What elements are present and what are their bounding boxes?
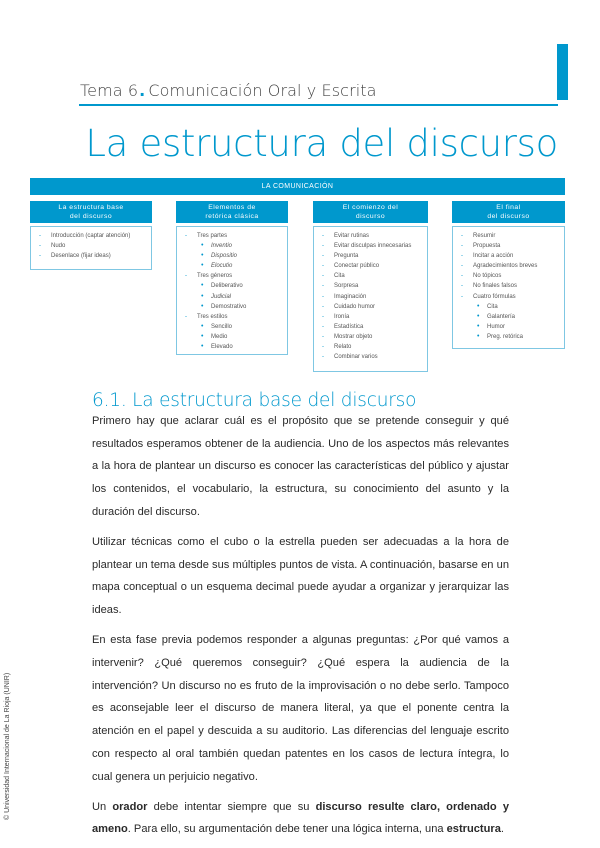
diagram-list-item: • Inventio [183, 241, 283, 251]
diagram-list-item: • Cita [459, 302, 560, 312]
diagram-list-item: - Incitar a acción [459, 251, 560, 261]
diagram-list-item: - No tópicos [459, 271, 560, 281]
diagram-column-comienzo [313, 201, 428, 372]
diagram-list-item: • Humor [459, 322, 560, 332]
diagram-list-item: - Cuidado humor [320, 302, 423, 312]
diagram-banner: LA COMUNICACIÓN [30, 178, 565, 195]
diagram-list-item: - Evitar disculpas innecesarias [320, 241, 423, 251]
diagram-list-item: - Desenlace (fijar ideas) [37, 251, 147, 261]
diagram-list-item: - Estadística [320, 322, 423, 332]
diagram-list-item: - Cuatro fórmulas [459, 292, 560, 302]
diagram-list-item: • Elocutio [183, 261, 283, 271]
header-divider [79, 104, 558, 106]
diagram-list-item: - Sorpresa [320, 281, 423, 291]
diagram-column-base [30, 201, 152, 270]
column-header: El final del discurso [452, 201, 565, 223]
accent-bar [557, 44, 568, 100]
diagram-list-item: - Nudo [37, 241, 147, 251]
diagram-column-retorica [176, 201, 288, 355]
topic-heading: Tema 6. Comunicación Oral y Escrita [80, 81, 377, 100]
diagram-list-item: - Mostrar objeto [320, 332, 423, 342]
paragraph: Primero hay que aclarar cuál es el propósito que se pretende conseguir y qué resultados esperamos obtener de la audiencia. Uno de los aspectos más relevantes a la hora de plantear un discurso es conocer las características del público y ajustar los contenidos, el vocabulario, la estructura, su conocimiento del asunto y la duración del discurso. [92, 415, 509, 518]
paragraph: En esta fase previa podemos responder a algunas preguntas: ¿Por qué vamos a intervenir? ¿Qué queremos conseguir? ¿Qué espera la audiencia de la intervención? Un discurso no es fruto de la improvisación o no debe serlo. Tampoco es aconsejable leer el discurso de manera literal, ya que el ponente centra la atención en el papel y descuida a su auditorio. Las diferencias del lenguaje escrito con respecto al oral también quedan patentes en los casos de lectura íntegra, lo cual genera un perjuicio negativo. [92, 634, 509, 783]
diagram-list-item: • Dispositio [183, 251, 283, 261]
column-box [30, 226, 152, 270]
diagram-list-item: - Agradecimientos breves [459, 261, 560, 271]
page-title: La estructura del discurso [85, 122, 558, 165]
column-box [313, 226, 428, 372]
diagram-list-item: • Elevado [183, 342, 283, 352]
diagram-list-item: - Ironía [320, 312, 423, 322]
section-title: 6.1. La estructura base del discurso [92, 390, 417, 411]
diagram-list-item: - Tres géneros [183, 271, 283, 281]
diagram-list-item: - No finales falsos [459, 281, 560, 291]
diagram-list-item: - Propuesta [459, 241, 560, 251]
copyright-note: © Universidad Internacional de La Rioja (UNIR) [4, 672, 11, 820]
diagram-list-item: • Judicial [183, 292, 283, 302]
paragraph: Un orador debe intentar siempre que su discurso resulte claro, ordenado y ameno. Para ello, su argumentación debe tener una lógica interna, una estructura. [92, 800, 510, 836]
diagram-list-item: • Demostrativo [183, 302, 283, 312]
paragraph: Utilizar técnicas como el cubo o la estrella pueden ser adecuadas a la hora de plantear un tema desde sus múltiples puntos de vista. A continuación, basarse en un mapa conceptual o un esquema decimal puede ayudar a organizar y jerarquizar las ideas. [92, 536, 509, 617]
column-header: El comienzo del discurso [313, 201, 428, 223]
diagram-list-item: - Evitar rutinas [320, 231, 423, 241]
communication-diagram [30, 178, 565, 378]
diagram-list-item: • Deliberativo [183, 281, 283, 291]
column-box [452, 226, 565, 349]
column-header: Elementos de retórica clásica [176, 201, 288, 223]
diagram-list-item: • Preg. retórica [459, 332, 560, 342]
diagram-list-item: • Galantería [459, 312, 560, 322]
column-box [176, 226, 288, 355]
diagram-list-item: • Medio [183, 332, 283, 342]
diagram-list-item: - Conectar público [320, 261, 423, 271]
diagram-list-item: - Relato [320, 342, 423, 352]
diagram-list-item: • Sencillo [183, 322, 283, 332]
diagram-list-item: - Resumir [459, 231, 560, 241]
diagram-list-item: - Introducción (captar atención) [37, 231, 147, 241]
diagram-list-item: - Imaginación [320, 292, 423, 302]
body-text [92, 410, 509, 848]
diagram-list-item: - Tres estilos [183, 312, 283, 322]
diagram-list-item: - Pregunta [320, 251, 423, 261]
column-header: La estructura base del discurso [30, 201, 152, 223]
diagram-list-item: - Tres partes [183, 231, 283, 241]
diagram-column-final [452, 201, 565, 349]
diagram-list-item: - Combinar varios [320, 352, 423, 362]
diagram-list-item: - Cita [320, 271, 423, 281]
